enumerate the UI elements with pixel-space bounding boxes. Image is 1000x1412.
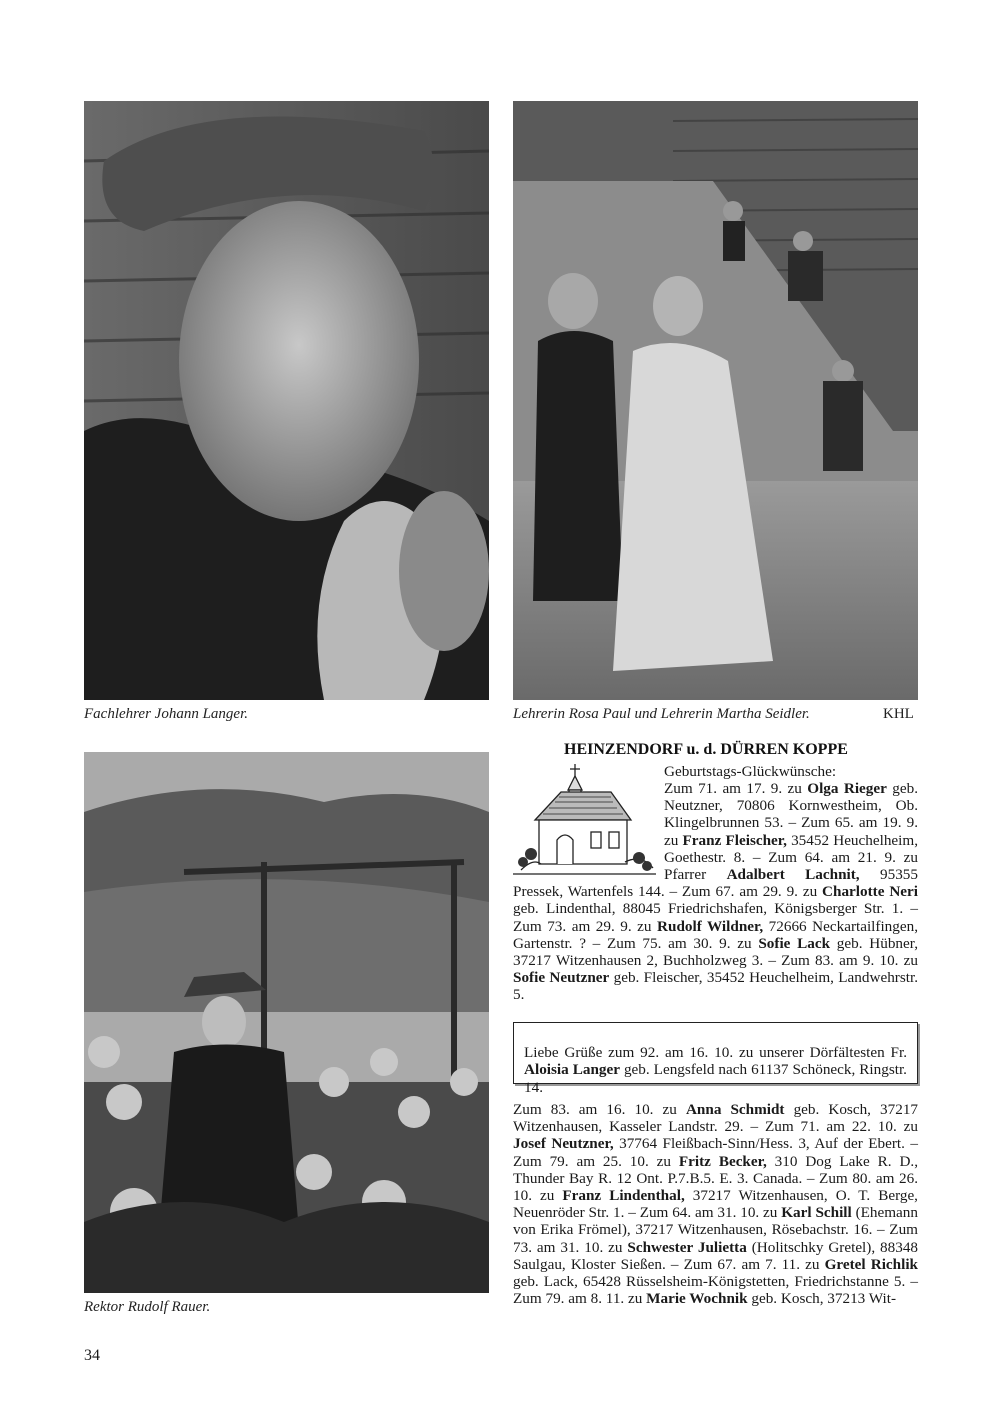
section-title: HEINZENDORF u. d. DÜRREN KOPPE <box>564 741 848 758</box>
caption-photo-3: Rektor Rudolf Rauer. <box>84 1299 211 1315</box>
greeting-box-text: Liebe Grüße zum 92. am 16. 10. zu unserer Dörfältesten Fr. Aloisia Langer geb. Lengsfeld nach 61137 Schöneck, Ringstr. 14. <box>524 1044 907 1096</box>
photo-rosa-paul-martha-seidler <box>513 101 918 700</box>
photo-johann-langer <box>84 101 489 700</box>
photo-credit: KHL <box>883 706 914 722</box>
caption-photo-1: Fachlehrer Johann Langer. <box>84 706 249 722</box>
greeting-box <box>513 1022 918 1096</box>
intro-line: Geburtstags-Glückwünsche: <box>664 763 837 780</box>
photo-rudolf-rauer <box>84 752 489 1293</box>
paragraph-2-text: Zum 83. am 16. 10. zu Anna Schmidt geb. Kosch, 37217 Witzenhausen, Kasseler Landstr. 29. – Zum 71. am 22. 10. zu Josef Neutzner, 37764 Fleißbach-Sinn/Hess. 3, Auf der Ebert. – Zum 79. am 25. 10. zu Fritz Becker, 310 Dog Lake R. D., Thunder Bay R. 12 Ont. P.7.B.5. E. 3. Canada. – Zum 80. am 26. 10. zu Franz Lindenthal, 37217 Witzenhausen, O. T. Berge, Neuenröder Str. 1. – Zum 64. am 31. 10. zu Karl Schill (Ehemann von Erika Frömel), 37217 Witzenhausen, Rösebachstr. 16. – Zum 73. am 31. 10. zu Schwester Julietta (Holitschky Gretel), 88348 Saulgau, Kloster Sießen. – Zum 67. am 7. 11. zu Gretel Richlik geb. Lack, 65428 Rüsselsheim-Königstetten, Friedrichstanne 5. – Zum 79. am 8. 11. zu Marie Wochnik geb. Kosch, 37213 Wit- <box>513 1101 919 1308</box>
birthday-paragraph-2 <box>513 1101 918 1307</box>
caption-photo-2: Lehrerin Rosa Paul und Lehrerin Martha Seidler. <box>513 706 810 722</box>
birthday-paragraph-1 <box>513 780 918 1004</box>
page-number: 34 <box>84 1347 100 1364</box>
paragraph-1-text: Zum 71. am 17. 9. zu Olga Rieger geb. Neutzner, 70806 Kornwestheim, Ob. Klingelbrunnen 53. – Zum 65. am 19. 9. zu Franz Fleischer, 35452 Heuchelheim, Goethestr. 8. – Zum 64. am 21. 9. zu Pfarrer Adalbert Lachnit, 95355 Pressek, Wartenfels 144. – Zum 67. am 29. 9. zu Charlotte Neri geb. Lindenthal, 88045 Friedrichshafen, Königsberger Str. 1. – Zum 73. am 29. 9. zu Rudolf Wildner, 72666 Neckartailfingen, Gartenstr. ? – Zum 75. am 30. 9. zu Sofie Lack geb. Hübner, 37217 Witzenhausen 2, Buchholzweg 3. – Zum 83. am 9. 10. zu Sofie Neutzner geb. Fleischer, 35452 Heuchelheim, Landwehrstr. 5. <box>513 780 919 1004</box>
